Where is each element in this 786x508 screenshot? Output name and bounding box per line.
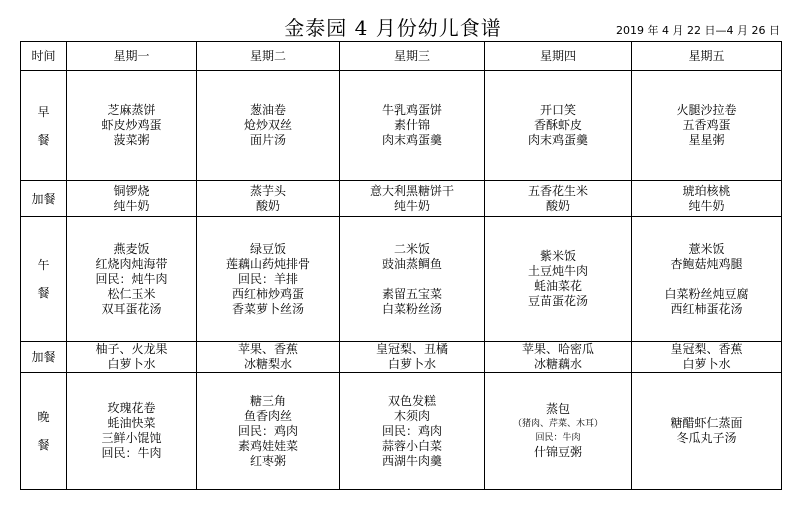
menu-item: 冰糖藕水 xyxy=(533,357,582,371)
morning-snack-row xyxy=(21,181,782,217)
menu-cell xyxy=(197,217,340,342)
day-header: 星期一 xyxy=(67,42,197,71)
menu-item: 白菜粉丝汤 xyxy=(381,301,442,316)
day-header: 星期四 xyxy=(485,42,632,71)
menu-cell xyxy=(485,217,632,342)
date-range: 2019 年 4 月 22 日—4 月 26 日 xyxy=(616,24,780,37)
menu-item: 开口笑 xyxy=(539,103,576,117)
menu-item: 香酥虾皮 xyxy=(533,118,582,132)
page-title: 金泰园 4 月份幼儿食谱 xyxy=(284,16,502,40)
menu-cell xyxy=(485,342,632,373)
menu-item: 冬瓜丸子汤 xyxy=(676,431,737,445)
meal-label xyxy=(21,373,67,490)
menu-item: 芝麻蒸饼 xyxy=(107,103,156,117)
menu-item: 柚子、火龙果 xyxy=(95,342,168,356)
menu-cell xyxy=(485,71,632,181)
menu-cell xyxy=(632,217,782,342)
menu-item: 面片汤 xyxy=(249,133,286,147)
menu-item: 蚝油快菜 xyxy=(107,416,156,430)
menu-table xyxy=(20,41,782,490)
menu-item: 回民：羊排 xyxy=(237,271,298,286)
header-row xyxy=(21,42,782,71)
menu-item: 燕麦饭 xyxy=(113,241,150,256)
menu-item: 香菜萝卜丝汤 xyxy=(231,301,304,316)
meal-label xyxy=(21,181,67,217)
corner-label: 时间 xyxy=(21,42,67,71)
menu-cell xyxy=(632,181,782,217)
menu-cell xyxy=(197,71,340,181)
menu-cell xyxy=(340,71,485,181)
menu-cell xyxy=(197,181,340,217)
menu-cell xyxy=(632,373,782,490)
menu-cell xyxy=(340,373,485,490)
menu-cell xyxy=(67,181,197,217)
menu-item: 白萝卜水 xyxy=(682,357,731,371)
menu-item: 五香花生米 xyxy=(527,183,588,198)
menu-item: 西红柿蛋花汤 xyxy=(670,301,743,316)
lunch-row xyxy=(21,217,782,342)
afternoon-snack-row xyxy=(21,342,782,373)
menu-item: 回民：牛肉 xyxy=(535,433,581,443)
menu-cell xyxy=(340,181,485,217)
menu-item: 铜锣烧 xyxy=(113,183,150,198)
menu-item: 土豆炖牛肉 xyxy=(527,264,588,278)
menu-item: 鱼香肉丝 xyxy=(243,408,292,423)
menu-item: 紫米饭 xyxy=(539,249,576,263)
menu-item: 白萝卜水 xyxy=(387,357,436,371)
menu-item: 蒸包 xyxy=(545,402,570,416)
meal-label-text: 加餐 xyxy=(31,350,56,364)
menu-cell xyxy=(197,342,340,373)
menu-item: 蒜蓉小白菜 xyxy=(381,438,442,453)
breakfast-row xyxy=(21,71,782,181)
menu-cell xyxy=(485,373,632,490)
menu-item: 葱油卷 xyxy=(249,103,286,117)
menu-item: 白萝卜水 xyxy=(107,357,156,371)
menu-item: 素鸡娃娃菜 xyxy=(237,438,298,453)
meal-label-text: 加餐 xyxy=(31,191,56,206)
menu-item: 冰糖梨水 xyxy=(243,357,292,371)
menu-item: 肉末鸡蛋羹 xyxy=(381,133,442,147)
dinner-row xyxy=(21,373,782,490)
menu-item: 白菜粉丝炖豆腐 xyxy=(664,286,749,301)
meal-label-text: 午 xyxy=(37,258,50,272)
menu-item: 酸奶 xyxy=(545,198,570,213)
meal-label xyxy=(21,342,67,373)
menu-item: 糖醋虾仁蒸面 xyxy=(670,416,743,430)
menu-item: （猪肉、芹菜、木耳） xyxy=(512,419,603,429)
menu-item: 苹果、香蕉 xyxy=(237,342,298,356)
day-header: 星期三 xyxy=(340,42,485,71)
menu-item: 虾皮炒鸡蛋 xyxy=(101,118,162,132)
menu-item: 蚝油菜花 xyxy=(533,279,582,293)
menu-item: 酸奶 xyxy=(255,198,280,213)
menu-cell xyxy=(67,373,197,490)
menu-item: 炝炒双丝 xyxy=(243,118,292,132)
menu-cell xyxy=(485,181,632,217)
meal-label-text: 早 xyxy=(37,104,50,119)
menu-item: 三鲜小馄饨 xyxy=(101,431,162,445)
menu-item: 莲藕山药炖排骨 xyxy=(225,256,310,271)
meal-label-text: 餐 xyxy=(37,132,50,147)
menu-item: 蒸芋头 xyxy=(249,183,286,198)
menu-cell xyxy=(340,342,485,373)
day-header: 星期五 xyxy=(632,42,782,71)
menu-item: 什锦豆粥 xyxy=(533,445,582,459)
menu-item xyxy=(340,272,484,287)
menu-item: 豉油蒸鲷鱼 xyxy=(381,256,442,271)
meal-label xyxy=(21,217,67,342)
menu-item: 玫瑰花卷 xyxy=(107,401,156,415)
menu-item: 西红柿炒鸡蛋 xyxy=(231,286,304,301)
menu-item xyxy=(632,272,781,287)
menu-item: 星星粥 xyxy=(688,133,725,147)
menu-item: 回民：鸡肉 xyxy=(237,423,298,438)
meal-label-text: 晚 xyxy=(37,410,50,424)
menu-item: 苹果、哈密瓜 xyxy=(521,342,594,356)
menu-cell xyxy=(67,342,197,373)
menu-item: 火腿沙拉卷 xyxy=(676,103,737,117)
menu-item: 木须肉 xyxy=(393,408,430,423)
menu-item: 双耳蛋花汤 xyxy=(101,301,162,316)
menu-item: 松仁玉米 xyxy=(107,286,156,301)
menu-item: 糖三角 xyxy=(249,393,286,408)
menu-item: 双色发糕 xyxy=(387,393,436,408)
menu-item: 回民：牛肉 xyxy=(101,446,162,460)
menu-item: 菠菜粥 xyxy=(113,133,150,147)
menu-item: 纯牛奶 xyxy=(393,198,430,213)
menu-cell xyxy=(67,71,197,181)
menu-cell xyxy=(67,217,197,342)
meal-label xyxy=(21,71,67,181)
menu-item: 素留五宝菜 xyxy=(381,286,442,301)
menu-item: 皇冠梨、香蕉 xyxy=(670,342,743,356)
menu-item: 琥珀核桃 xyxy=(682,183,731,198)
menu-cell xyxy=(197,373,340,490)
menu-item: 红烧肉炖海带 xyxy=(95,256,168,271)
menu-item: 西湖牛肉羹 xyxy=(381,453,442,468)
menu-item: 薏米饭 xyxy=(688,241,725,256)
menu-item: 回民：鸡肉 xyxy=(381,423,442,438)
menu-item: 杏鲍菇炖鸡腿 xyxy=(670,256,743,271)
meal-label-text: 餐 xyxy=(37,438,50,452)
menu-item: 皇冠梨、丑橘 xyxy=(375,342,448,356)
menu-item: 红枣粥 xyxy=(249,453,286,468)
menu-item: 二米饭 xyxy=(393,241,430,256)
menu-cell xyxy=(632,71,782,181)
menu-item: 回民：炖牛肉 xyxy=(95,271,168,286)
menu-item: 豆苗蛋花汤 xyxy=(527,294,588,308)
menu-item: 意大利黑糖饼干 xyxy=(369,183,454,198)
menu-item: 肉末鸡蛋羹 xyxy=(527,133,588,147)
menu-item: 牛乳鸡蛋饼 xyxy=(381,103,442,117)
menu-cell xyxy=(632,342,782,373)
menu-item: 纯牛奶 xyxy=(113,198,150,213)
day-header: 星期二 xyxy=(197,42,340,71)
meal-label-text: 餐 xyxy=(37,286,50,300)
menu-item: 素什锦 xyxy=(393,118,430,132)
menu-cell xyxy=(340,217,485,342)
menu-item: 纯牛奶 xyxy=(688,198,725,213)
menu-item: 绿豆饭 xyxy=(249,241,286,256)
menu-item: 五香鸡蛋 xyxy=(682,118,731,132)
